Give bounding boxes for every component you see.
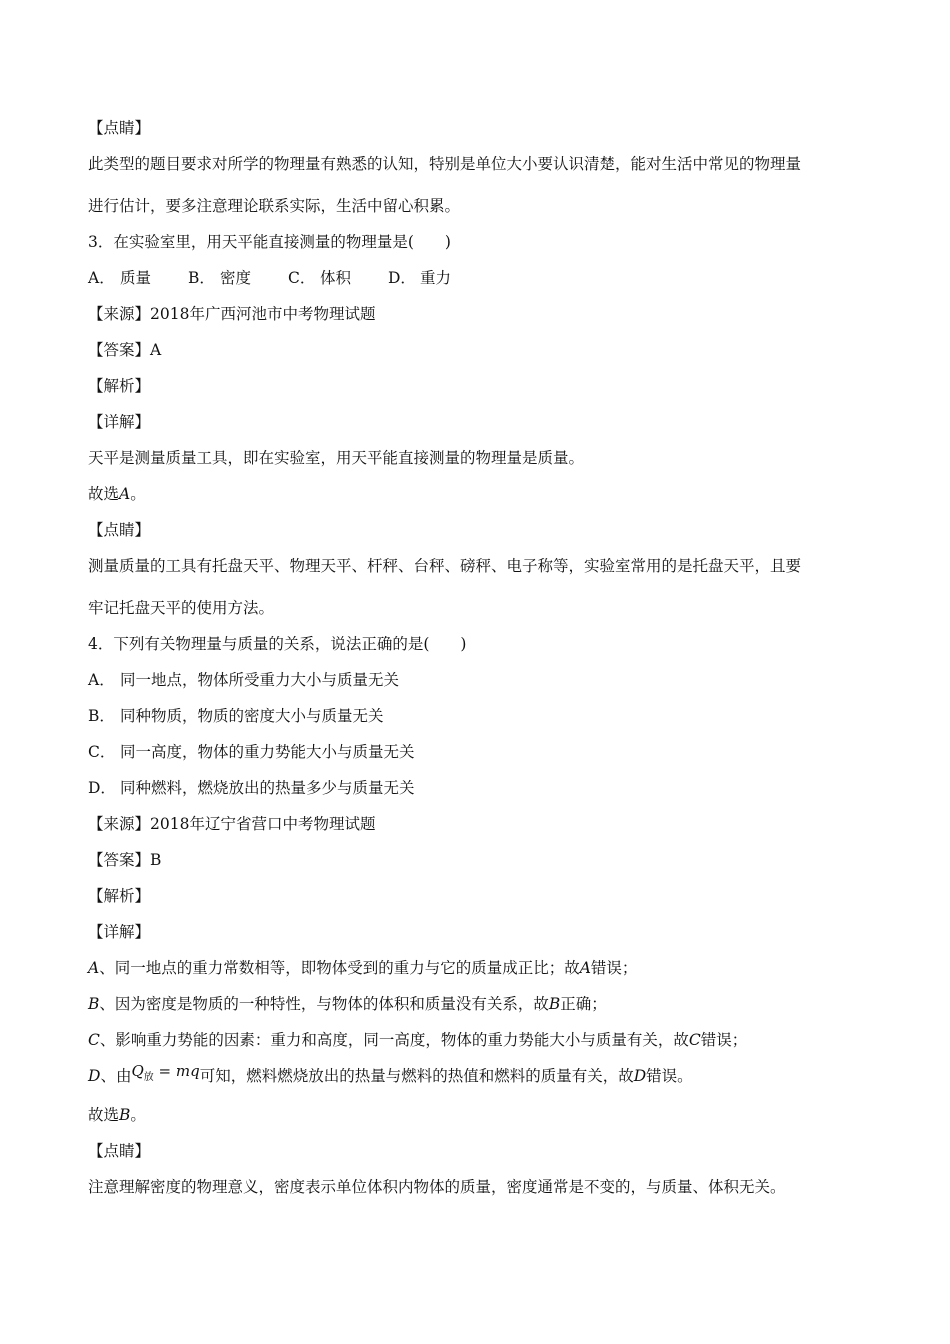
source-line: 【来源】2018年辽宁省营口中考物理试题 (88, 815, 376, 833)
dianjing-text: 牢记托盘天平的使用方法。 (88, 599, 275, 617)
formula: $Q_放$ = mq (131, 1062, 200, 1083)
option-c: C． 体积 (288, 269, 352, 287)
dianjing-heading: 【点睛】 (88, 119, 151, 137)
answer-line: 【答案】B (88, 851, 162, 869)
detail-heading: 【详解】 (88, 413, 151, 431)
source-line: 【来源】2018年广西河池市中考物理试题 (88, 305, 376, 323)
option-a: A． 质量 (88, 269, 152, 287)
option-a: A． 同一地点，物体所受重力大小与质量无关 (88, 671, 400, 689)
option-d: D． 同种燃料，燃烧放出的热量多少与质量无关 (88, 779, 415, 797)
detail-item-c: C、影响重力势能的因素：重力和高度，同一高度，物体的重力势能大小与质量有关，故C错误； (88, 1031, 748, 1049)
detail-item-d: D、由$Q_放$ = mq可知，燃料燃烧放出的热量与燃料的热值和燃料的质量有关，故D错误。 (88, 1062, 693, 1085)
option-d: D． 重力 (388, 269, 452, 287)
document-page (88, 118, 888, 1197)
dianjing-text: 进行估计，要多注意理论联系实际，生活中留心积累。 (88, 197, 461, 215)
dianjing-text: 测量质量的工具有托盘天平、物理天平、杆秤、台秤、磅秤、电子称等，实验室常用的是托盘天平，且要 (88, 557, 802, 575)
analysis-heading: 【解析】 (88, 377, 151, 395)
question-stem: 4．下列有关物理量与质量的关系，说法正确的是( ) (88, 635, 467, 653)
dianjing-heading: 【点睛】 (88, 1142, 151, 1160)
option-b: B． 同种物质，物质的密度大小与质量无关 (88, 707, 384, 725)
option-b: B． 密度 (188, 269, 252, 287)
answer-line: 【答案】A (88, 341, 162, 359)
detail-item-b: B、因为密度是物质的一种特性，与物体的体积和质量没有关系，故B正确； (88, 995, 607, 1013)
option-c: C． 同一高度，物体的重力势能大小与质量无关 (88, 743, 415, 761)
detail-text: 天平是测量质量工具，即在实验室，用天平能直接测量的物理量是质量。 (88, 449, 585, 467)
dianjing-heading: 【点睛】 (88, 521, 151, 539)
question-stem: 3．在实验室里，用天平能直接测量的物理量是( ) (88, 233, 451, 251)
option-row (88, 268, 888, 288)
detail-heading: 【详解】 (88, 923, 151, 941)
analysis-heading: 【解析】 (88, 887, 151, 905)
detail-item-a: A、同一地点的重力常数相等，即物体受到的重力与它的质量成正比；故A错误； (88, 959, 638, 977)
conclusion-line: 故选A。 (88, 485, 146, 503)
dianjing-text: 此类型的题目要求对所学的物理量有熟悉的认知，特别是单位大小要认识清楚，能对生活中常见的物理量 (88, 155, 802, 173)
dianjing-text: 注意理解密度的物理意义，密度表示单位体积内物体的质量，密度通常是不变的，与质量、体积无关。 (88, 1178, 786, 1196)
conclusion-line: 故选B。 (88, 1106, 146, 1124)
